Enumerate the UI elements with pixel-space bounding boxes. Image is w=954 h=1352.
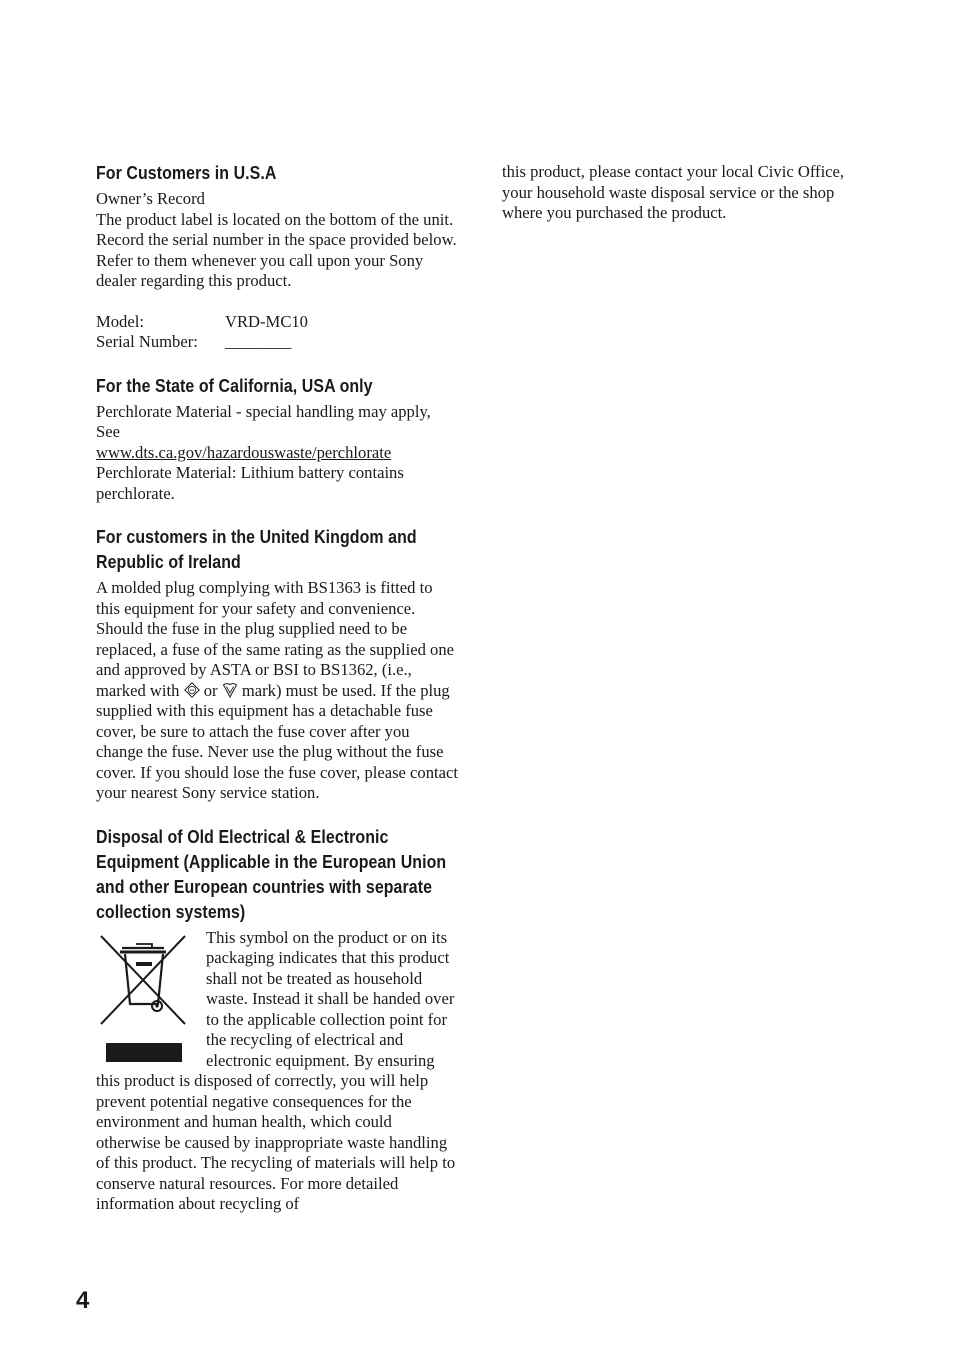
- bsi-kitemark-icon: [222, 682, 238, 698]
- disposal-section: [96, 824, 458, 1215]
- uk-heading: For customers in the United Kingdom and Republic of Ireland: [96, 526, 417, 572]
- owner-record-text: The product label is located on the bottom of the unit. Record the serial number in the space provided below. Refer to them whenever you call upon your Sony dealer regarding this product.: [96, 209, 457, 290]
- usa-section: [96, 160, 458, 353]
- left-column: [96, 160, 458, 1215]
- perchlorate-text-2: Perchlorate Material: Lithium battery contains perchlorate.: [96, 463, 404, 503]
- model-label: Model:: [96, 311, 144, 331]
- disposal-text: This symbol on the product or on its packaging indicates that this product shall not be treated as household waste. Instead it shall be handed over to the applicable collection point for the recycling of electrical and electronic equipment. By ensuring this product is disposed of correctly, you will help prevent potential negative consequences for the environment and human health, which could otherwise be caused by inappropriate waste handling of this product. The recycling of materials will help to conserve natural resources. For more detailed information about recycling of: [96, 927, 456, 1213]
- perchlorate-link[interactable]: www.dts.ca.gov/hazardouswaste/perchlorate: [96, 442, 392, 462]
- california-text: [96, 402, 458, 505]
- usa-heading: For Customers in U.S.A: [96, 162, 277, 183]
- california-heading: For the State of California, USA only: [96, 374, 373, 396]
- crossed-out-wheelie-bin-icon: [96, 932, 188, 1064]
- owner-record-label: Owner’s Record: [96, 189, 205, 208]
- uk-text: [96, 578, 458, 804]
- right-column: [502, 162, 864, 224]
- perchlorate-text-1: Perchlorate Material - special handling may apply, See: [96, 401, 431, 441]
- uk-section: [96, 524, 458, 804]
- uk-text-a: A molded plug complying with BS1363 is fitted to this equipment for your safety and convenience. Should the fuse in the plug supplied need to be replaced, a fuse of the same rating as the supplied one and approved by ASTA or BSI to BS1362, (i.e., marked with: [96, 578, 455, 700]
- serial-row: [96, 332, 458, 353]
- serial-label: Serial Number:: [96, 332, 198, 351]
- california-section: [96, 373, 458, 505]
- disposal-text-continued: this product, please contact your local Civic Office, your household waste disposal service or the shop where you purchased the product.: [502, 162, 845, 222]
- serial-value: ________: [225, 332, 292, 351]
- disposal-body: [96, 928, 458, 1215]
- model-value: VRD-MC10: [225, 311, 308, 331]
- uk-text-b: mark) must be used. If the plug supplied with this equipment has a detachable fuse cover, be sure to attach the fuse cover after you change the fuse. Never use the plug without the fuse cover. If you should lose the fuse cover, please contact your nearest Sony service station.: [96, 680, 458, 802]
- disposal-heading: Disposal of Old Electrical & Electronic Equipment (Applicable in the European Union and other European countries with separate collection systems): [96, 825, 447, 922]
- asta-mark-icon: [184, 682, 200, 698]
- uk-text-or: or: [203, 680, 218, 700]
- model-row: [96, 312, 458, 333]
- page-number: 4: [76, 1287, 90, 1314]
